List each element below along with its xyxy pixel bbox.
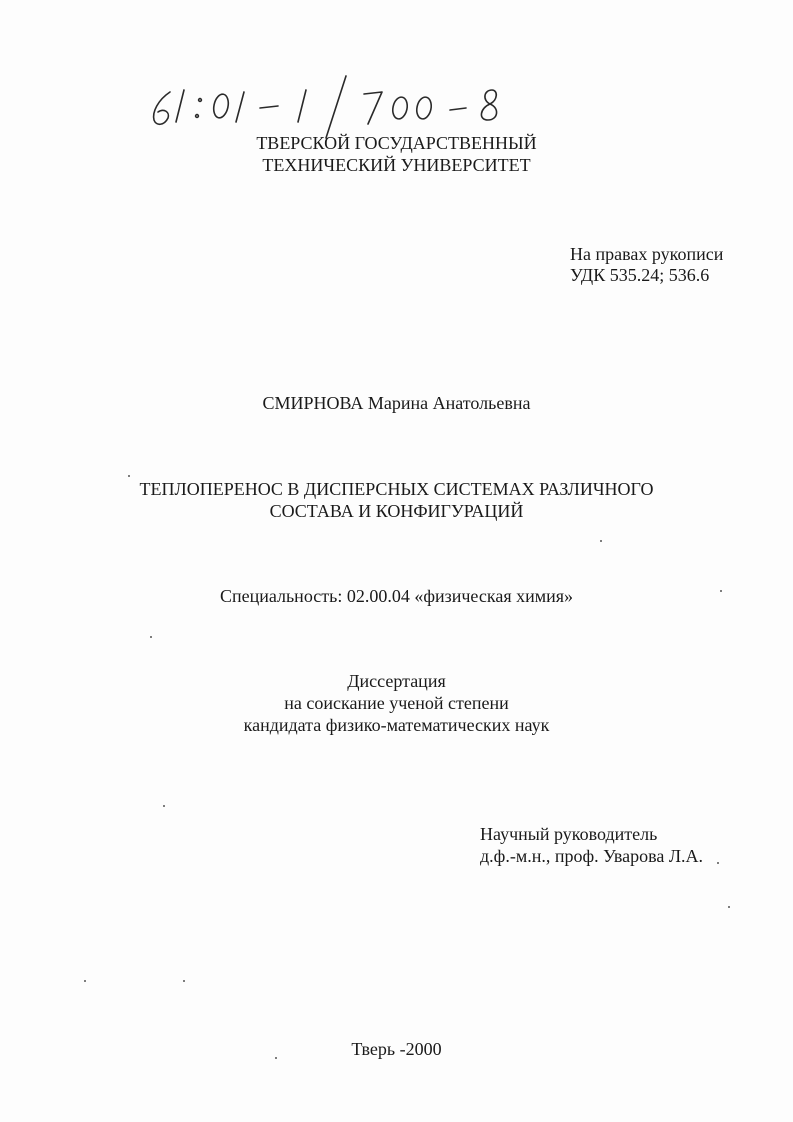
scan-speck (84, 980, 86, 982)
supervisor-label: Научный руководитель (480, 824, 658, 844)
scan-speck (728, 906, 730, 908)
dissertation-title-line2: СОСТАВА И КОНФИГУРАЦИЙ (269, 501, 524, 521)
scan-speck (600, 540, 602, 542)
supervisor-name: д.ф.-м.н., проф. Уварова Л.А. (480, 846, 704, 866)
scan-speck (128, 475, 130, 477)
scan-speck (275, 1057, 277, 1059)
specialty: Специальность: 02.00.04 «физическая химия» (219, 586, 574, 606)
manuscript-rights-label: На правах рукописи (570, 244, 724, 264)
university-name-line1: ТВЕРСКОЙ ГОСУДАРСТВЕННЫЙ (256, 133, 537, 153)
author-name: СМИРНОВА Марина Анатольевна (262, 393, 531, 413)
scan-speck (183, 980, 185, 982)
place-and-year: Тверь -2000 (351, 1039, 442, 1059)
scan-speck (163, 805, 165, 807)
dissertation-title-line1: ТЕПЛОПЕРЕНОС В ДИСПЕРСНЫХ СИСТЕМАХ РАЗЛИЧНОГО (139, 479, 654, 499)
degree-sought-line: на соискание ученой степени (284, 693, 509, 713)
dissertation-label: Диссертация (347, 671, 446, 691)
university-name-line2: ТЕХНИЧЕСКИЙ УНИВЕРСИТЕТ (262, 155, 531, 175)
degree-name-line: кандидата физико-математических наук (243, 715, 550, 735)
udk-code: УДК 535.24; 536.6 (570, 265, 710, 285)
scan-speck (717, 862, 719, 864)
scan-speck (150, 636, 152, 638)
scan-speck (720, 590, 722, 592)
